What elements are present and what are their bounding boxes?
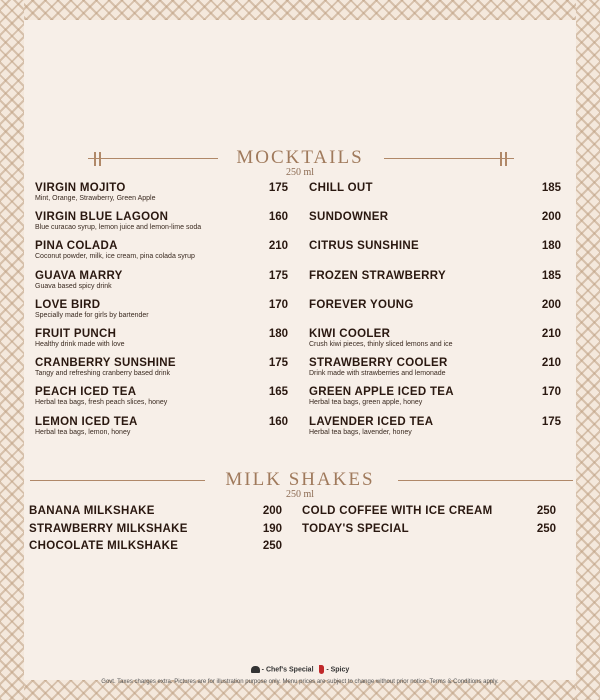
item-price: 170 bbox=[268, 298, 288, 311]
menu-item bbox=[309, 416, 433, 436]
item-price: 180 bbox=[268, 328, 288, 340]
item-name: VIRGIN BLUE LAGOON bbox=[35, 211, 169, 224]
menu-item bbox=[35, 416, 138, 436]
item-name: CHILL OUT bbox=[309, 182, 373, 194]
item-name: STRAWBERRY COOLER bbox=[309, 357, 448, 370]
item-price: 190 bbox=[262, 522, 282, 535]
menu-item bbox=[309, 328, 453, 348]
item-name: VIRGIN MOJITO bbox=[35, 182, 126, 194]
item-description: Coconut powder, milk, ice cream, pina colada syrup bbox=[35, 253, 195, 261]
item-price: 175 bbox=[268, 357, 288, 370]
legend bbox=[0, 665, 600, 674]
chili-icon bbox=[319, 665, 324, 674]
item-price: 200 bbox=[541, 298, 561, 311]
item-price: 160 bbox=[268, 211, 288, 224]
menu-item bbox=[309, 211, 388, 223]
item-price: 250 bbox=[536, 522, 556, 535]
item-name: SUNDOWNER bbox=[309, 211, 389, 224]
menu-item bbox=[309, 240, 419, 252]
menu-item bbox=[309, 182, 373, 194]
item-price: 180 bbox=[541, 240, 561, 253]
menu-item bbox=[35, 270, 123, 290]
item-name: STRAWBERRY MILKSHAKE bbox=[29, 522, 188, 535]
mocktails-size: 250 ml bbox=[285, 167, 315, 178]
item-name: GREEN APPLE ICED TEA bbox=[309, 386, 454, 399]
item-name: TODAY'S SPECIAL bbox=[302, 522, 409, 535]
decorative-border-right bbox=[576, 0, 600, 700]
menu-item bbox=[29, 505, 155, 517]
decorative-border-left bbox=[0, 0, 24, 700]
menu-item bbox=[35, 211, 201, 231]
item-name: KIWI COOLER bbox=[309, 328, 391, 340]
milkshakes-size: 250 ml bbox=[285, 489, 315, 500]
spicy-label: - Spicy bbox=[326, 666, 350, 674]
menu-item bbox=[302, 505, 493, 517]
menu-item bbox=[35, 328, 125, 348]
item-description: Herbal tea bags, green apple, honey bbox=[309, 399, 423, 407]
item-description: Herbal tea bags, fresh peach slices, honey bbox=[35, 399, 168, 407]
item-price: 210 bbox=[268, 240, 288, 253]
item-description: Guava based spicy drink bbox=[35, 282, 112, 290]
item-price: 170 bbox=[541, 386, 561, 399]
menu-item bbox=[309, 270, 446, 282]
menu-item bbox=[35, 299, 149, 319]
item-name: LAVENDER ICED TEA bbox=[309, 415, 434, 428]
item-name: GUAVA MARRY bbox=[35, 269, 123, 282]
item-description: Crush kiwi pieces, thinly sliced lemons and ice bbox=[309, 341, 453, 348]
item-price: 250 bbox=[262, 540, 282, 552]
item-price: 210 bbox=[541, 357, 561, 370]
chef-hat-icon bbox=[251, 666, 260, 673]
menu-item bbox=[309, 299, 414, 311]
menu-item bbox=[35, 240, 195, 260]
menu-item bbox=[309, 386, 454, 406]
item-name: LOVE BIRD bbox=[35, 298, 101, 311]
item-description: Healthy drink made with love bbox=[35, 341, 125, 348]
menu-item bbox=[29, 540, 178, 552]
item-price: 160 bbox=[268, 415, 288, 428]
item-price: 165 bbox=[268, 386, 288, 399]
milkshakes-title: MILK SHAKES bbox=[225, 469, 375, 490]
item-description: Herbal tea bags, lavender, honey bbox=[309, 428, 412, 436]
item-name: LEMON ICED TEA bbox=[35, 415, 138, 428]
menu-item bbox=[35, 386, 167, 406]
item-price: 185 bbox=[541, 269, 561, 282]
item-price: 175 bbox=[541, 415, 561, 428]
disclaimer-footer: Govt. Taxes charges extra. Pictures are for illustration purpose only. Menu prices are subject to change without prior notice. Terms & Conditions apply. bbox=[101, 679, 499, 685]
item-description: Blue curacao syrup, lemon juice and lemon-lime soda bbox=[35, 224, 202, 232]
item-name: CRANBERRY SUNSHINE bbox=[35, 357, 176, 370]
item-price: 175 bbox=[268, 182, 288, 194]
menu-item bbox=[302, 523, 409, 535]
item-name: PINA COLADA bbox=[35, 240, 118, 253]
decorative-border-top bbox=[0, 0, 600, 20]
item-description: Herbal tea bags, lemon, honey bbox=[35, 428, 131, 436]
chef-special-label: - Chef's Special bbox=[261, 666, 314, 674]
item-description: Tangy and refreshing cranberry based drink bbox=[35, 370, 171, 378]
menu-item bbox=[29, 523, 188, 535]
menu-item bbox=[35, 357, 176, 377]
item-price: 200 bbox=[541, 211, 561, 224]
menu-item bbox=[35, 182, 155, 202]
item-name: COLD COFFEE WITH ICE CREAM bbox=[302, 505, 493, 517]
item-price: 200 bbox=[262, 505, 282, 517]
item-name: PEACH ICED TEA bbox=[35, 386, 137, 399]
item-name: FROZEN STRAWBERRY bbox=[309, 269, 446, 282]
item-price: 175 bbox=[268, 269, 288, 282]
item-price: 185 bbox=[541, 182, 561, 194]
item-name: BANANA MILKSHAKE bbox=[29, 505, 155, 517]
menu-item bbox=[309, 357, 448, 377]
item-name: CHOCOLATE MILKSHAKE bbox=[29, 540, 179, 552]
item-price: 210 bbox=[541, 328, 561, 340]
item-name: FOREVER YOUNG bbox=[309, 298, 414, 311]
item-name: CITRUS SUNSHINE bbox=[309, 240, 419, 253]
item-name: FRUIT PUNCH bbox=[35, 328, 117, 340]
item-description: Specially made for girls by bartender bbox=[35, 311, 149, 319]
item-description: Drink made with strawberries and lemonade bbox=[309, 370, 446, 378]
item-price: 250 bbox=[536, 505, 556, 517]
mocktails-title: MOCKTAILS bbox=[236, 147, 364, 168]
item-description: Mint, Orange, Strawberry, Green Apple bbox=[35, 195, 156, 202]
